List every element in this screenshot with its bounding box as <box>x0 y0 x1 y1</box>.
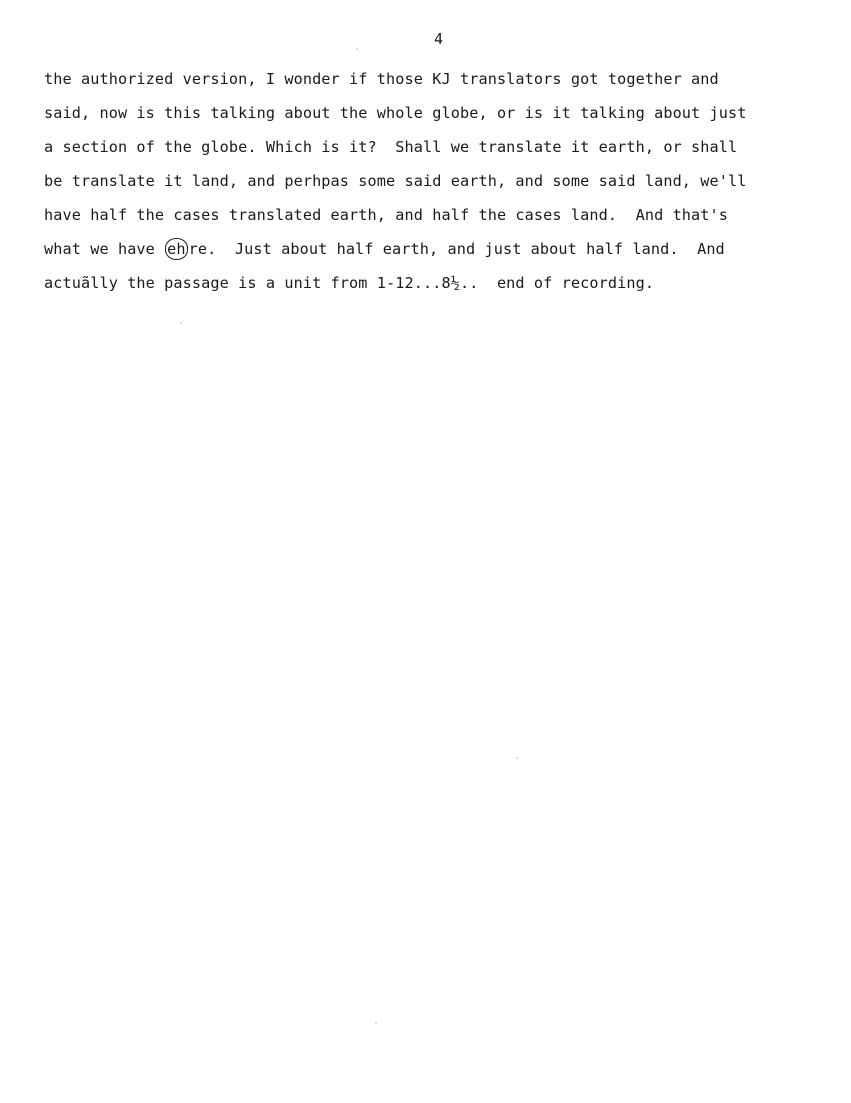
text-line: be translate it land, and perhpas some said earth, and some said land, we'll <box>44 172 747 190</box>
text-line: actuãlly the passage is a unit from 1-12...8½.. end of recording. <box>44 274 655 292</box>
text-line: said, now is this talking about the whole globe, or is it talking about just <box>44 104 747 122</box>
transcript-body <box>44 67 834 305</box>
scan-speck <box>356 48 358 50</box>
text-fragment: what we have <box>44 240 165 258</box>
page-number: 4 <box>434 30 444 48</box>
text-line: have half the cases translated earth, and half the cases land. And that's <box>44 206 729 224</box>
text-line <box>44 237 834 271</box>
scan-speck <box>516 757 518 759</box>
scan-speck <box>180 322 182 324</box>
scan-speck <box>375 1022 377 1024</box>
text-line: a section of the globe. Which is it? Shall we translate it earth, or shall <box>44 138 738 156</box>
text-fragment: re. Just about half earth, and just about half land. And <box>188 240 725 258</box>
text-line: the authorized version, I wonder if those KJ translators got together and <box>44 70 719 88</box>
handwritten-circle-correction: eh <box>167 240 186 258</box>
